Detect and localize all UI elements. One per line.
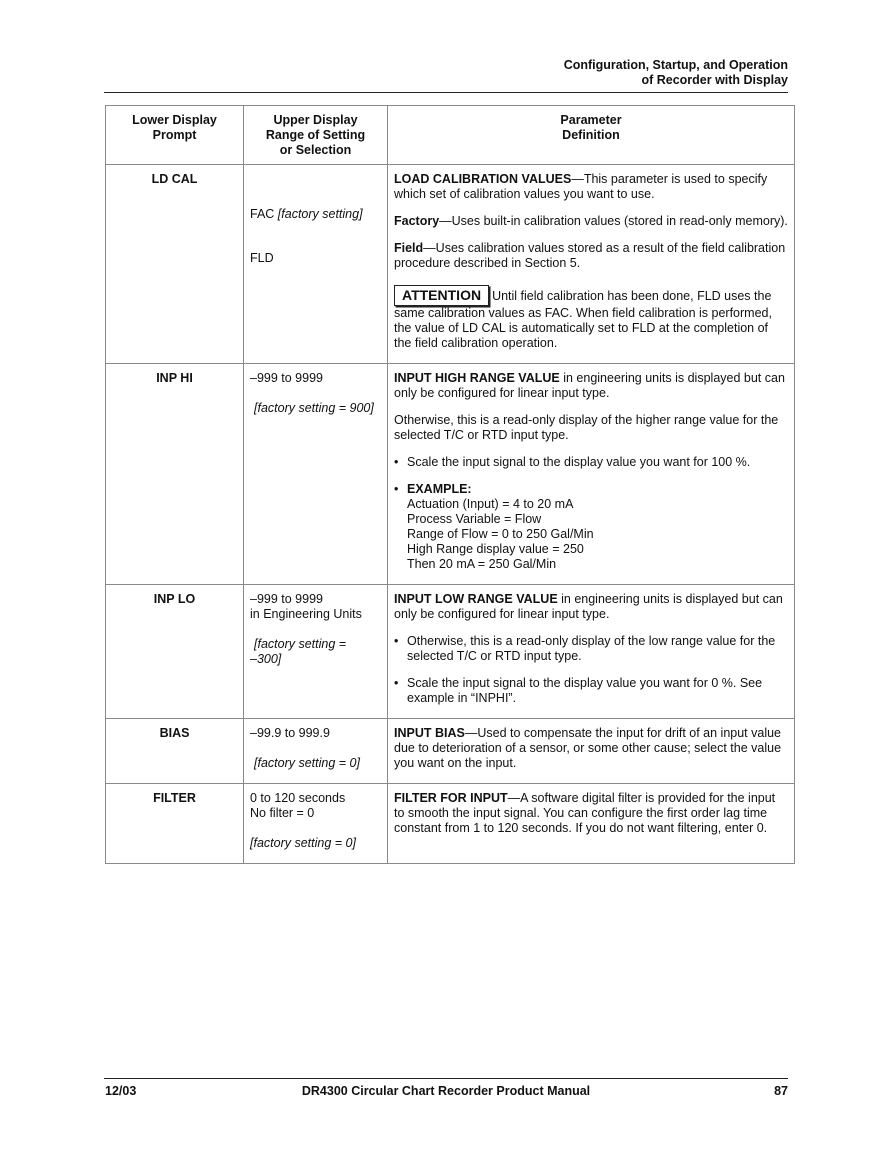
range-cell — [244, 165, 388, 364]
definition-cell — [388, 364, 795, 585]
prompt-cell: INP HI — [106, 364, 244, 585]
running-header — [564, 58, 788, 88]
bullet-item: • Scale the input signal to the display value you want for 0 %. See example in “INPHI”. — [394, 676, 763, 705]
table-row — [106, 719, 795, 784]
bullet-icon: • — [394, 676, 399, 690]
range-cell: –999 to 9999 in Engineering Units [factory setting = –300] — [244, 585, 388, 719]
definition-paragraph: Field—Uses calibration values stored as a result of the field calibration procedure described in Section 5. — [394, 241, 786, 270]
column-header-prompt: Lower Display Prompt — [106, 106, 244, 165]
attention-note: ATTENTION Until field calibration has been done, FLD uses the same calibration values as FAC. When field calibration is performed, the value of LD CAL is automatically set to FLD at the completion of the field calibration operation. — [394, 287, 772, 350]
table-row — [106, 364, 795, 585]
prompt-cell: LD CAL — [106, 165, 244, 364]
header-rule — [104, 92, 788, 93]
bullet-icon: • — [394, 634, 399, 648]
table-row — [106, 784, 795, 864]
definition-paragraph: INPUT LOW RANGE VALUE in engineering units is displayed but can only be configured for linear input type. — [394, 592, 783, 621]
header-line-2: of Recorder with Display — [641, 73, 788, 87]
range-cell: –999 to 9999 [factory setting = 900] — [244, 364, 388, 585]
range-cell: 0 to 120 seconds No filter = 0 [factory setting = 0] — [244, 784, 388, 864]
range-fld: FLD — [250, 251, 274, 265]
definition-cell — [388, 165, 795, 364]
bullet-item: • Scale the input signal to the display value you want for 100 %. — [394, 455, 751, 469]
footer-title: DR4300 Circular Chart Recorder Product Manual — [301, 1084, 591, 1098]
range-cell: –99.9 to 999.9 [factory setting = 0] — [244, 719, 388, 784]
table-header-row — [106, 106, 795, 165]
definition-paragraph: INPUT HIGH RANGE VALUE in engineering units is displayed but can only be configured for linear input type. — [394, 371, 785, 400]
header-line-1: Configuration, Startup, and Operation — [563, 58, 788, 72]
parameter-table — [105, 105, 795, 864]
page-number: 87 — [774, 1084, 788, 1098]
example-block: • EXAMPLE: Actuation (Input) = 4 to 20 mA Process Variable = Flow Range of Flow = 0 to 250 Gal/Min High Range display value = 250 Then 20 mA = 250 Gal/Min — [394, 482, 594, 571]
footer-rule — [104, 1078, 788, 1079]
prompt-cell: FILTER — [106, 784, 244, 864]
bullet-item: • Otherwise, this is a read-only display of the low range value for the selected T/C or RTD input type. — [394, 634, 776, 663]
bullet-icon: • — [394, 482, 399, 496]
definition-paragraph: Factory—Uses built-in calibration values (stored in read-only memory). — [394, 214, 788, 228]
bullet-icon: • — [394, 455, 399, 469]
prompt-cell: BIAS — [106, 719, 244, 784]
range-fac: FAC [factory setting] — [250, 207, 363, 221]
column-header-definition: Parameter Definition — [388, 106, 795, 165]
definition-cell — [388, 585, 795, 719]
attention-box: ATTENTION — [394, 285, 489, 306]
table-row — [106, 585, 795, 719]
definition-paragraph: LOAD CALIBRATION VALUES—This parameter is used to specify which set of calibration values you want to use. — [394, 172, 768, 201]
footer-date: 12/03 — [105, 1084, 137, 1098]
definition-cell — [388, 719, 795, 784]
definition-paragraph: INPUT BIAS—Used to compensate the input for drift of an input value due to deterioration of a sensor, or some other cause; select the value you want on the input. — [394, 726, 782, 770]
prompt-cell: INP LO — [106, 585, 244, 719]
column-header-range: Upper Display Range of Setting or Selection — [244, 106, 388, 165]
definition-cell — [388, 784, 795, 864]
definition-paragraph: FILTER FOR INPUT—A software digital filter is provided for the input to smooth the input signal. You can configure the first order lag time constant from 1 to 120 seconds. If you do not want filtering, enter 0. — [394, 791, 776, 835]
table-row — [106, 165, 795, 364]
definition-paragraph: Otherwise, this is a read-only display of the higher range value for the selected T/C or RTD input type. — [394, 413, 779, 442]
